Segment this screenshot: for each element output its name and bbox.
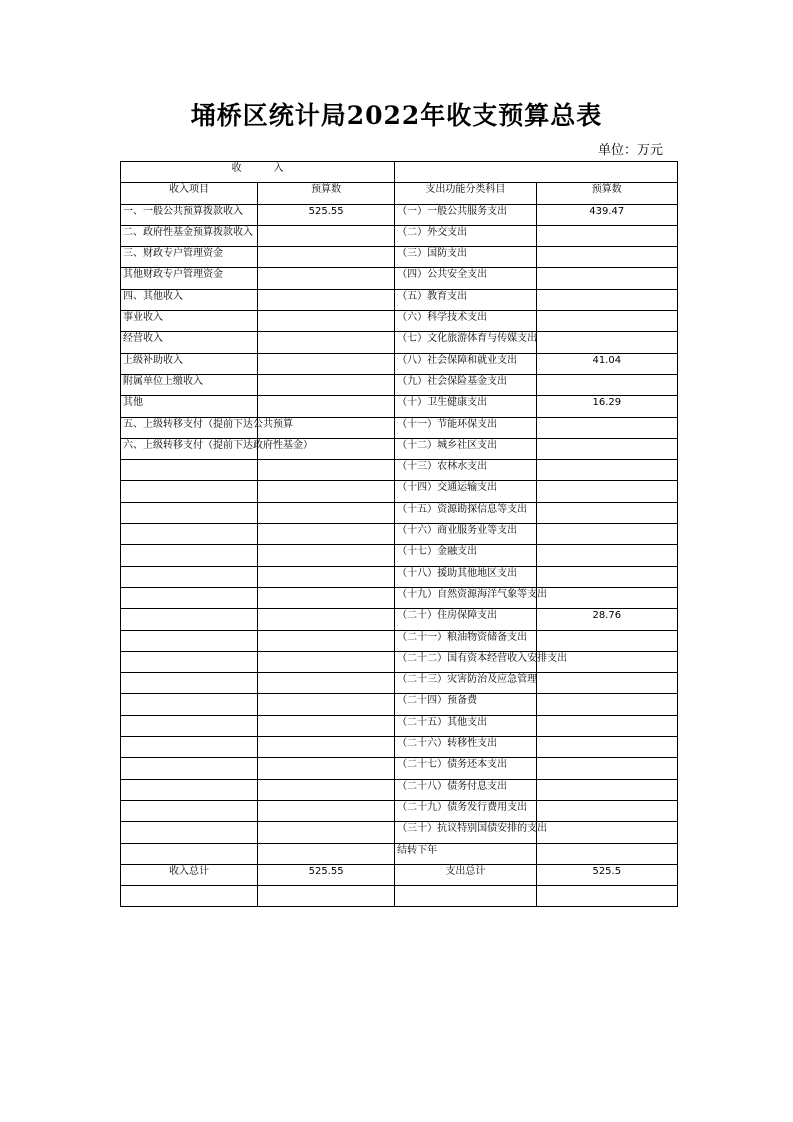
expense-budget-cell [536,843,677,864]
income-item-cell: 六、上级转移支付（提前下达政府性基金） [121,438,258,459]
table-row [121,417,678,438]
table-row [121,502,678,523]
table-row [121,609,678,630]
expense-item-cell: （十三）农林水支出 [395,460,536,481]
table-row [121,758,678,779]
income-budget-cell [258,481,395,502]
table-row [121,566,678,587]
expense-item-cell: （二十三）灾害防治及应急管理 [395,673,536,694]
income-item-cell: 五、上级转移支付（提前下达公共预算 [121,417,258,438]
income-item-cell [121,609,258,630]
table-row [121,481,678,502]
income-budget-cell [258,822,395,843]
expense-item-cell: （十七）金融支出 [395,545,536,566]
table-row [121,587,678,608]
income-item-cell [121,545,258,566]
income-budget-cell [258,758,395,779]
expense-item-cell: （二十四）预备费 [395,694,536,715]
expense-item-cell: （二）外交支出 [395,225,536,246]
expense-budget-cell [536,417,677,438]
table-row [121,737,678,758]
expense-item-cell: （二十一）粮油物资储备支出 [395,630,536,651]
income-item-cell [121,587,258,608]
income-item-cell: 一、一般公共预算拨款收入 [121,204,258,225]
empty-cell [395,886,536,907]
expense-budget-cell [536,524,677,545]
income-item-cell: 经营收入 [121,332,258,353]
expense-budget-cell [536,758,677,779]
expense-item-cell: （十五）资源勘探信息等支出 [395,502,536,523]
income-budget-cell [258,524,395,545]
expense-budget-cell [536,311,677,332]
expense-budget-cell [536,822,677,843]
table-row [121,673,678,694]
table-row [121,460,678,481]
income-budget-cell [258,353,395,374]
table-row [121,843,678,864]
expense-budget-cell [536,225,677,246]
income-item-cell [121,524,258,545]
income-budget-cell [258,374,395,395]
expense-budget-cell: 16.29 [536,396,677,417]
expense-item-cell: （三十）抗议特别国债安排的支出 [395,822,536,843]
income-budget-cell [258,587,395,608]
expense-budget-cell: 439.47 [536,204,677,225]
income-budget-cell [258,225,395,246]
expense-item-cell: （五）教育支出 [395,289,536,310]
expense-item-cell: （二十九）债务发行费用支出 [395,800,536,821]
table-row [121,247,678,268]
expense-item-cell: （六）科学技术支出 [395,311,536,332]
expense-budget-cell [536,289,677,310]
totals-row [121,864,678,885]
income-item-cell: 四、其他收入 [121,289,258,310]
income-item-cell [121,779,258,800]
table-row [121,332,678,353]
income-budget-cell [258,311,395,332]
table-row [121,396,678,417]
table-row [121,630,678,651]
expense-item-cell: （七）文化旅游体育与传媒支出 [395,332,536,353]
empty-cell [121,886,258,907]
group-header-row [121,162,678,183]
income-budget-cell [258,289,395,310]
income-budget-cell [258,332,395,353]
expense-item-cell: （九）社会保险基金支出 [395,374,536,395]
income-budget-cell [258,673,395,694]
income-item-cell: 其他 [121,396,258,417]
expense-item-cell: （二十二）国有资本经营收入安排支出 [395,651,536,672]
expense-item-cell: （十八）援助其他地区支出 [395,566,536,587]
income-budget-cell [258,651,395,672]
income-item-cell [121,460,258,481]
income-group-header: 收 入 [121,162,395,183]
income-budget-cell [258,609,395,630]
unit-label: 单位：万元 [597,143,663,158]
table-row [121,715,678,736]
income-budget-cell [258,843,395,864]
expense-item-cell: （一）一般公共服务支出 [395,204,536,225]
expense-budget-cell [536,438,677,459]
table-row [121,694,678,715]
income-total-value: 525.55 [258,864,395,885]
expense-item-cell: 结转下年 [395,843,536,864]
income-item-cell [121,481,258,502]
expense-item-cell: （二十六）转移性支出 [395,737,536,758]
income-item-cell: 二、政府性基金预算拨款收入 [121,225,258,246]
empty-cell [536,886,677,907]
income-budget-cell [258,545,395,566]
expense-budget-cell [536,779,677,800]
income-budget-cell [258,396,395,417]
empty-row [121,886,678,907]
expense-budget-cell [536,673,677,694]
table-row [121,800,678,821]
expense-budget-cell [536,502,677,523]
expense-budget-cell [536,694,677,715]
income-budget-cell [258,715,395,736]
table-row [121,779,678,800]
expense-budget-header: 预算数 [536,183,677,204]
table-row [121,524,678,545]
income-item-cell [121,673,258,694]
income-budget-header: 预算数 [258,183,395,204]
empty-cell [258,886,395,907]
expense-item-header: 支出功能分类科目 [395,183,536,204]
expense-budget-cell [536,545,677,566]
table-row [121,225,678,246]
expense-budget-cell: 28.76 [536,609,677,630]
income-item-cell: 三、财政专户管理资金 [121,247,258,268]
expense-budget-cell [536,737,677,758]
income-item-cell [121,715,258,736]
page-title: 埇桥区统计局2022年收支预算总表 [190,101,603,130]
income-item-cell [121,822,258,843]
table-row [121,268,678,289]
expense-group-header [395,162,678,183]
income-total-label: 收入总计 [121,864,258,885]
income-item-cell [121,694,258,715]
expense-budget-cell [536,481,677,502]
income-item-cell [121,566,258,587]
income-item-cell: 附属单位上缴收入 [121,374,258,395]
expense-budget-cell [536,587,677,608]
expense-budget-cell [536,247,677,268]
income-item-cell [121,502,258,523]
expense-item-cell: （十）卫生健康支出 [395,396,536,417]
column-header-row [121,183,678,204]
expense-item-cell: （十九）自然资源海洋气象等支出 [395,587,536,608]
expense-item-cell: （二十）住房保障支出 [395,609,536,630]
expense-budget-cell [536,460,677,481]
expense-budget-cell: 41.04 [536,353,677,374]
income-item-cell: 上级补助收入 [121,353,258,374]
expense-item-cell: （十一）节能环保支出 [395,417,536,438]
income-budget-cell [258,694,395,715]
expense-item-cell: （十六）商业服务业等支出 [395,524,536,545]
income-budget-cell [258,502,395,523]
table-row [121,204,678,225]
expense-item-cell: （十四）交通运输支出 [395,481,536,502]
expense-item-cell: （四）公共安全支出 [395,268,536,289]
income-budget-cell: 525.55 [258,204,395,225]
budget-table [120,161,678,907]
income-budget-cell [258,460,395,481]
income-item-cell: 事业收入 [121,311,258,332]
income-budget-cell [258,566,395,587]
income-budget-cell [258,779,395,800]
table-row [121,374,678,395]
expense-budget-cell [536,630,677,651]
income-item-cell: 其他财政专户管理资金 [121,268,258,289]
expense-budget-cell [536,715,677,736]
expense-item-cell: （八）社会保障和就业支出 [395,353,536,374]
income-item-cell [121,630,258,651]
expense-total-value: 525.5 [536,864,677,885]
table-row [121,438,678,459]
table-row [121,822,678,843]
table-row [121,311,678,332]
expense-item-cell: （二十五）其他支出 [395,715,536,736]
table-row [121,545,678,566]
income-item-cell [121,737,258,758]
expense-budget-cell [536,566,677,587]
income-budget-cell [258,268,395,289]
income-item-cell [121,758,258,779]
table-row [121,289,678,310]
income-budget-cell [258,630,395,651]
income-item-header: 收入项目 [121,183,258,204]
income-item-cell [121,651,258,672]
income-budget-cell [258,247,395,268]
income-item-cell [121,800,258,821]
expense-item-cell: （二十七）债务还本支出 [395,758,536,779]
income-budget-cell [258,800,395,821]
expense-total-label: 支出总计 [395,864,536,885]
income-item-cell [121,843,258,864]
expense-budget-cell [536,800,677,821]
expense-item-cell: （三）国防支出 [395,247,536,268]
income-budget-cell [258,737,395,758]
table-row [121,353,678,374]
expense-item-cell: （十二）城乡社区支出 [395,438,536,459]
expense-item-cell: （二十八）债务付息支出 [395,779,536,800]
expense-budget-cell [536,268,677,289]
expense-budget-cell [536,332,677,353]
table-row [121,651,678,672]
expense-budget-cell [536,374,677,395]
